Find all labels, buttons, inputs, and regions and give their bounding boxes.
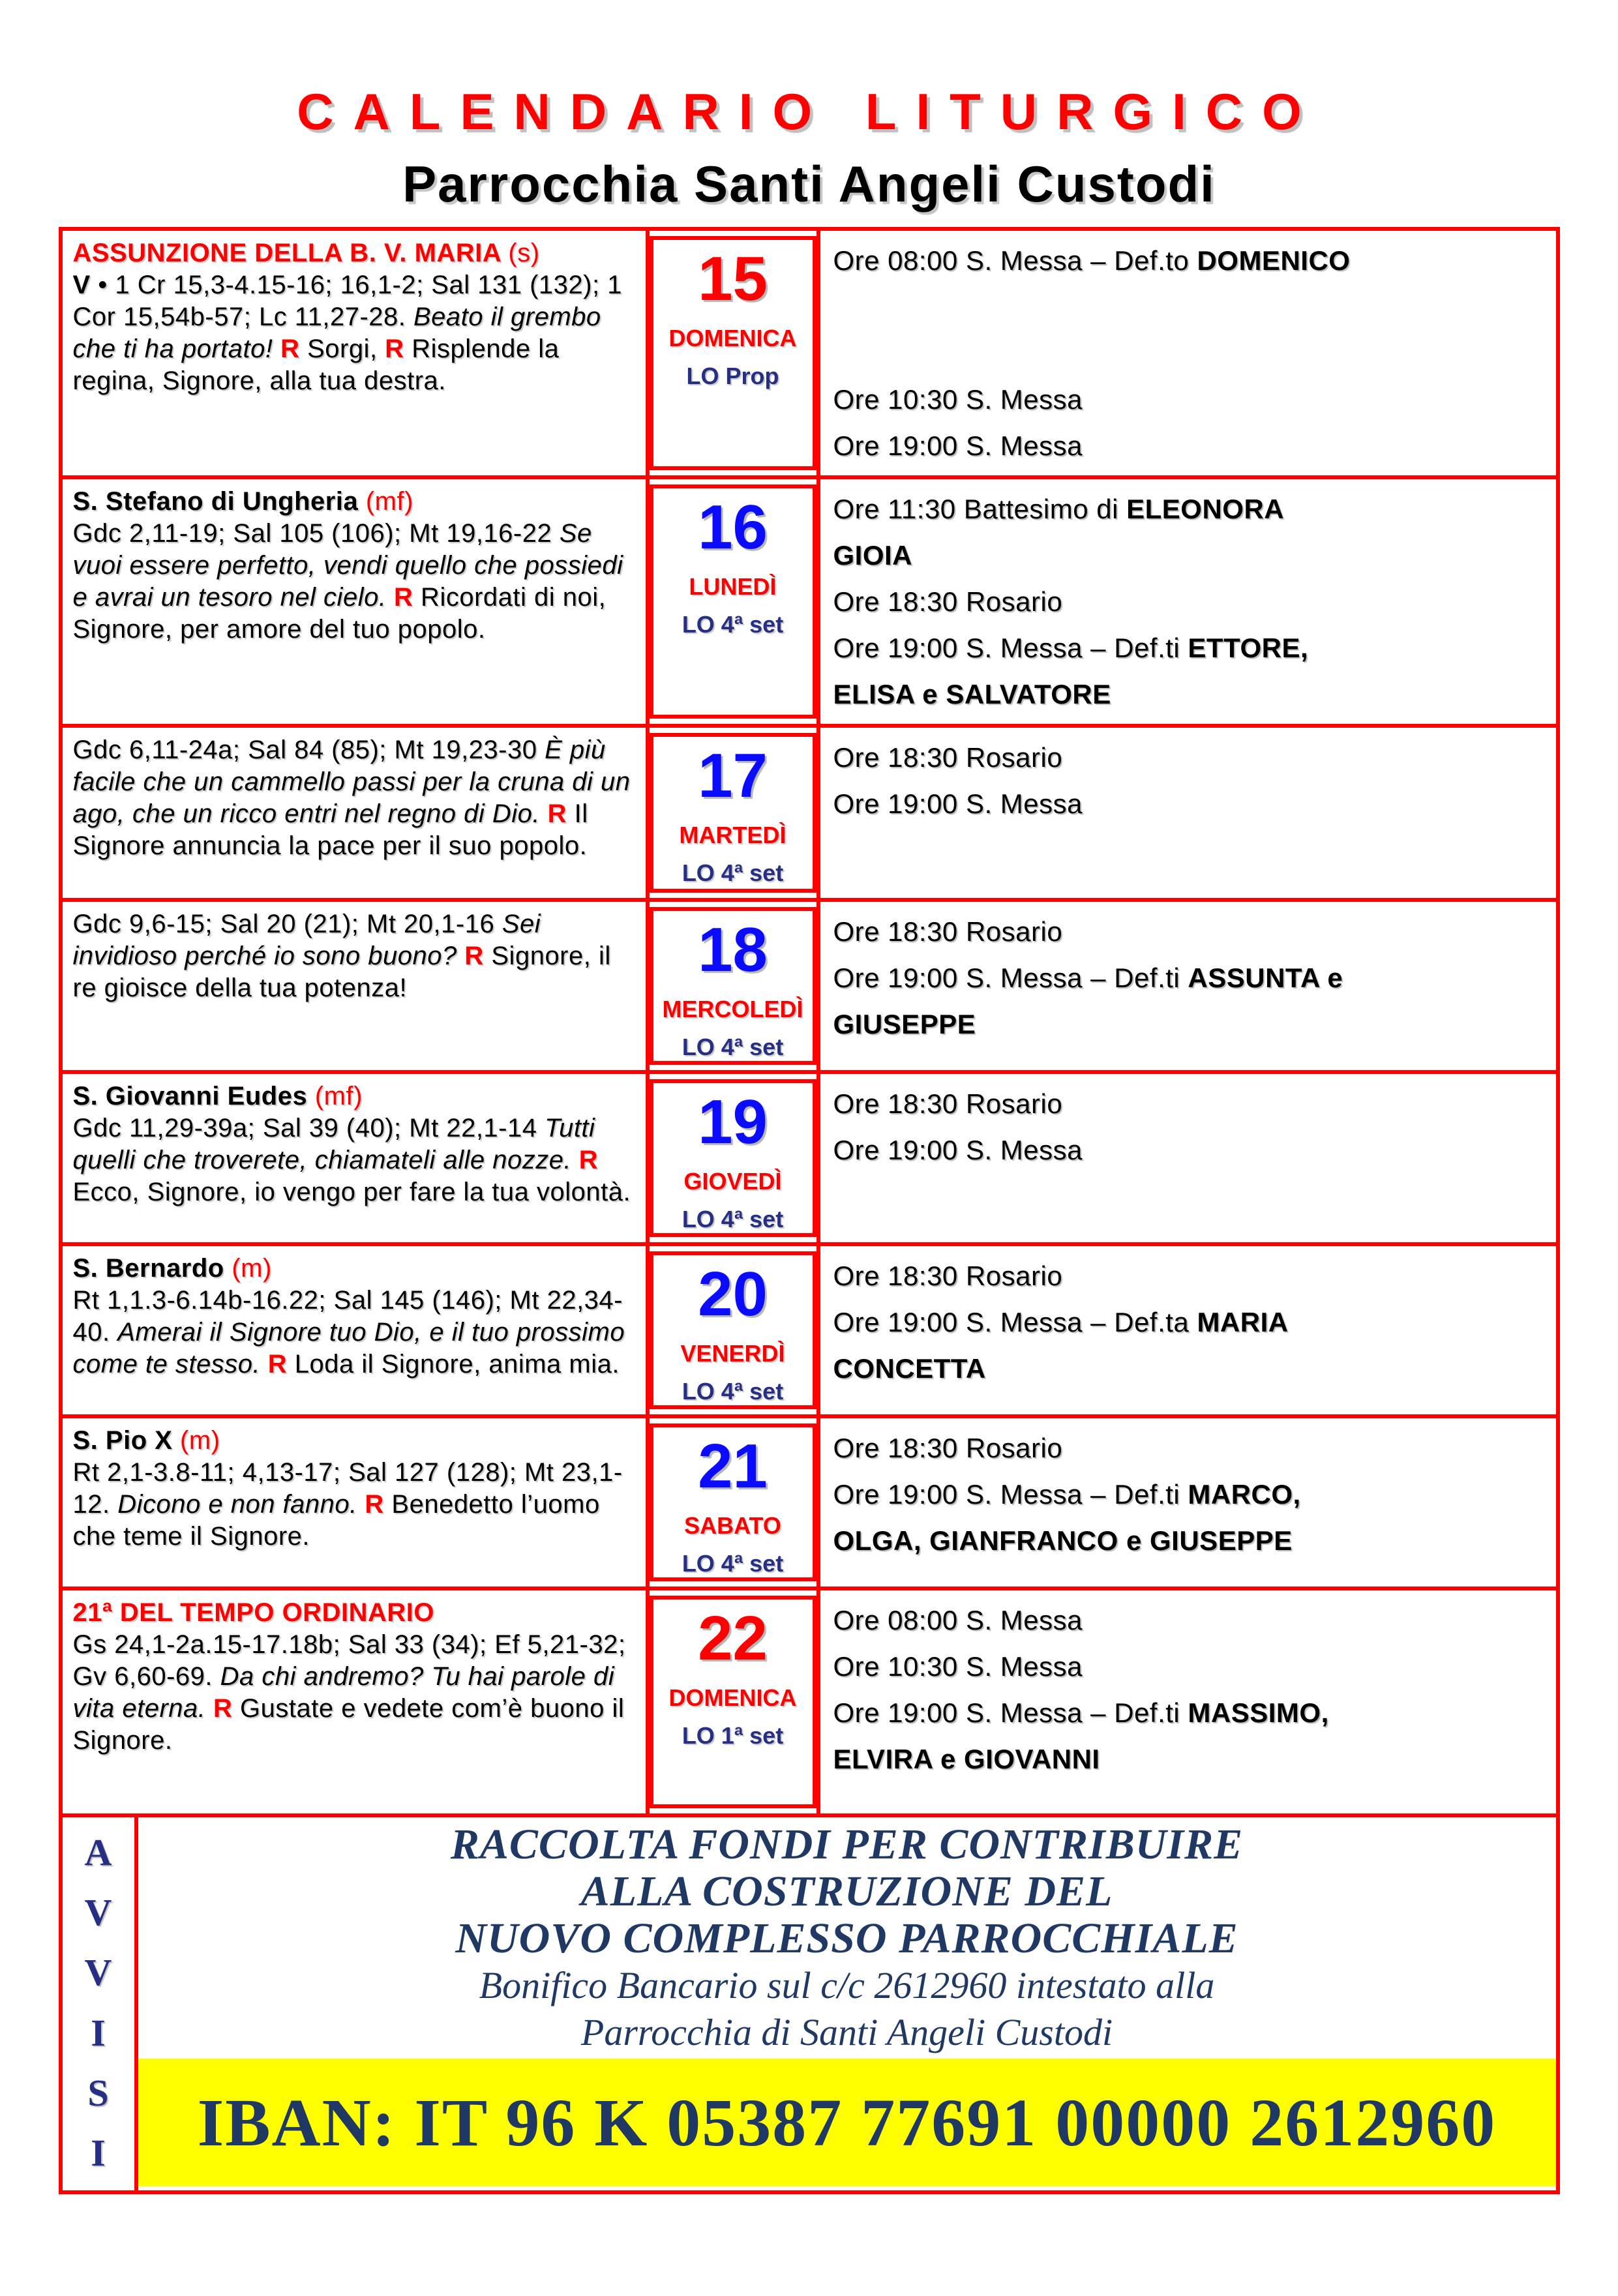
day-lo-label: LO 4ª set	[682, 859, 784, 886]
text-segment: R	[365, 1490, 384, 1519]
text-segment: Il Signore annuncia la pace per il suo popolo.	[72, 799, 588, 860]
text-segment: (mf)	[314, 1082, 363, 1111]
event-line	[833, 376, 1544, 423]
text-segment: MARCO,	[1188, 1479, 1301, 1510]
event-line	[833, 1253, 1544, 1299]
text-segment: CONCETTA	[833, 1353, 986, 1384]
calendar	[59, 227, 1560, 1813]
readings-text	[73, 908, 635, 1004]
avvisi-letter: A	[84, 1831, 112, 1873]
text-segment: Ore 19:00 S. Messa – Def.ti	[833, 1697, 1188, 1728]
text-segment: Gustate e vedete com’è buono il Signore.	[72, 1694, 625, 1755]
day-lo-label: LO 4ª set	[682, 611, 784, 638]
day-weekday: LUNEDÌ	[689, 573, 777, 600]
iban-highlight	[138, 2059, 1556, 2186]
event-line	[833, 1471, 1544, 1517]
text-segment: Loda il Signore, anima mia.	[287, 1350, 620, 1379]
text-segment: Sorgi,	[299, 335, 385, 363]
day-weekday: MERCOLEDÌ	[662, 996, 803, 1022]
text-segment: Dicono e non fanno.	[117, 1490, 365, 1519]
text-segment: Sei invidioso perché io sono buono?	[72, 910, 541, 970]
readings-text	[73, 269, 635, 397]
calendar-row	[63, 1070, 1556, 1242]
readings-text	[73, 734, 635, 862]
feast-title	[73, 1425, 635, 1457]
day-box	[650, 907, 816, 1065]
day-number: 15	[698, 244, 768, 314]
text-segment: Risplende la regina, Signore, alla tua destra.	[72, 335, 560, 395]
day-number: 22	[698, 1603, 768, 1673]
event-line	[833, 486, 1544, 532]
event-line	[833, 1081, 1544, 1127]
feast-title	[73, 486, 635, 518]
day-cell	[650, 1074, 820, 1242]
feast-title	[73, 1597, 635, 1629]
day-box	[650, 485, 816, 719]
day-cell	[650, 902, 820, 1070]
readings-cell	[63, 902, 650, 1070]
event-line	[833, 1736, 1544, 1782]
text-segment: Ore 19:00 S. Messa – Def.ta	[833, 1307, 1197, 1337]
events-cell	[820, 1418, 1556, 1587]
day-box	[650, 1079, 816, 1237]
day-number: 16	[698, 492, 768, 562]
text-segment: Ore 18:30 Rosario	[833, 586, 1063, 617]
event-line	[833, 237, 1544, 284]
text-segment: Amerai il Signore tuo Dio, e il tuo prossimo come te stesso.	[72, 1318, 625, 1379]
day-number: 17	[698, 741, 768, 811]
calendar-row	[63, 898, 1556, 1070]
readings-cell	[63, 1418, 650, 1587]
day-box	[650, 733, 816, 893]
text-segment: ETTORE,	[1188, 633, 1309, 663]
readings-text	[73, 1629, 635, 1757]
avvisi-letter: I	[91, 2131, 106, 2174]
text-segment: (s)	[508, 239, 540, 267]
readings-cell	[63, 479, 650, 724]
day-lo-label: LO 4ª set	[682, 1378, 784, 1405]
event-line	[833, 532, 1544, 578]
readings-text	[73, 1285, 635, 1380]
avvisi-vertical-label	[63, 1817, 138, 2190]
text-segment: V	[72, 271, 91, 299]
page-content	[59, 0, 1560, 2194]
readings-cell	[63, 1590, 650, 1813]
text-segment: Tutti quelli che troverete, chiamateli alle nozze.	[72, 1114, 595, 1174]
text-segment: Ore 19:00 S. Messa – Def.ti	[833, 962, 1188, 993]
text-segment: Ore 19:00 S. Messa	[833, 788, 1083, 819]
avvisi-letter: S	[87, 2071, 109, 2114]
text-segment: Gs 24,1-2a.15-17.18b; Sal 33 (34); Ef 5,21-32; Gv 6,60-69.	[72, 1630, 626, 1691]
readings-cell	[63, 1246, 650, 1414]
text-segment: Gdc 2,11-19; Sal 105 (106); Mt 19,16-22	[72, 519, 560, 548]
text-segment: MARIA	[1197, 1307, 1289, 1337]
text-segment: 21ª DEL TEMPO ORDINARIO	[72, 1598, 435, 1627]
text-segment: Ore 19:00 S. Messa – Def.ti	[833, 1479, 1188, 1510]
day-number: 21	[698, 1431, 768, 1501]
day-box	[650, 1424, 816, 1581]
event-line	[833, 1425, 1544, 1471]
text-segment: ELVIRA e GIOVANNI	[833, 1744, 1100, 1774]
event-line	[833, 671, 1544, 717]
text-segment: R	[394, 583, 413, 612]
avvisi-letter: V	[84, 1891, 112, 1934]
avvisi-letter: I	[91, 2011, 106, 2054]
calendar-row	[63, 724, 1556, 898]
day-cell	[650, 728, 820, 898]
page-title: CALENDARIO LITURGICO	[297, 83, 1321, 140]
announcements	[138, 1817, 1556, 2190]
text-segment: Ore 08:00 S. Messa – Def.to	[833, 245, 1197, 276]
text-segment: R	[464, 942, 484, 970]
day-weekday: MARTEDÌ	[679, 822, 787, 848]
text-segment: Se vuoi essere perfetto, vendi quello che possiedi e avrai un tesoro nel cielo.	[72, 519, 623, 612]
text-segment: S. Giovanni Eudes	[72, 1082, 315, 1111]
day-number: 19	[698, 1087, 768, 1157]
calendar-row	[63, 1414, 1556, 1587]
avvisi-letter: V	[84, 1951, 112, 1994]
day-lo-label: LO Prop	[686, 363, 779, 389]
text-segment: Gdc 11,29-39a; Sal 39 (40); Mt 22,1-14	[72, 1114, 545, 1142]
day-cell	[650, 231, 820, 475]
text-segment: R	[280, 335, 300, 363]
events-cell	[820, 479, 1556, 724]
text-segment: DOMENICO	[1197, 245, 1351, 276]
text-segment: Ore 19:00 S. Messa – Def.ti	[833, 633, 1188, 663]
feast-title	[73, 237, 635, 269]
day-weekday: DOMENICA	[668, 325, 797, 351]
announcement-line: NUOVO COMPLESSO PARROCCHIALE	[455, 1915, 1238, 1962]
text-segment: • 1 Cr 15,3-4.15-16; 16,1-2; Sal 131 (132); 1 Cor 15,54b-57; Lc 11,27-28.	[72, 271, 622, 331]
announcement-lines	[138, 1817, 1556, 2059]
announcement-line: ALLA COSTRUZIONE DEL	[580, 1868, 1113, 1915]
event-blank-line	[833, 284, 1544, 330]
text-segment: S. Stefano di Ungheria	[72, 487, 366, 516]
text-segment: R	[578, 1146, 599, 1174]
text-segment: Gdc 9,6-15; Sal 20 (21); Mt 20,1-16	[72, 910, 502, 938]
day-number: 20	[698, 1259, 768, 1329]
text-segment: R	[213, 1694, 233, 1723]
text-segment: Ore 18:30 Rosario	[833, 1433, 1063, 1463]
text-segment: Ore 19:00 S. Messa	[833, 430, 1083, 461]
text-segment: Ore 18:30 Rosario	[833, 916, 1063, 947]
iban-text: IBAN: IT 96 K 05387 77691 00000 2612960	[197, 2085, 1497, 2160]
event-line	[833, 1643, 1544, 1690]
text-segment: (mf)	[365, 487, 413, 516]
text-segment: R	[385, 335, 404, 363]
readings-cell	[63, 231, 650, 475]
text-segment: Da chi andremo? Tu hai parole di vita eterna.	[72, 1662, 615, 1723]
calendar-row	[63, 231, 1556, 475]
events-cell	[820, 1246, 1556, 1414]
event-line	[833, 1299, 1544, 1345]
text-segment: Benedetto l’uomo che teme il Signore.	[72, 1490, 600, 1551]
text-segment: Signore, il re gioisce della tua potenza!	[72, 942, 611, 1002]
text-segment: Ore 10:30 S. Messa	[833, 384, 1083, 415]
event-line	[833, 578, 1544, 625]
day-weekday: DOMENICA	[668, 1684, 797, 1711]
event-line	[833, 423, 1544, 469]
text-segment: ASSUNTA e	[1188, 962, 1343, 993]
events-cell	[820, 902, 1556, 1070]
text-segment: Ore 18:30 Rosario	[833, 1088, 1063, 1119]
readings-text	[73, 518, 635, 646]
day-cell	[650, 1590, 820, 1813]
readings-cell	[63, 1074, 650, 1242]
text-segment: GIOIA	[833, 540, 913, 571]
text-segment: Ore 18:30 Rosario	[833, 742, 1063, 773]
event-line	[833, 1001, 1544, 1047]
avvisi-section	[59, 1813, 1560, 2194]
text-segment: Ore 10:30 S. Messa	[833, 1651, 1083, 1682]
calendar-row	[63, 1242, 1556, 1414]
day-cell	[650, 1418, 820, 1587]
day-lo-label: LO 1ª set	[682, 1722, 784, 1749]
day-lo-label: LO 4ª set	[682, 1034, 784, 1060]
day-weekday: GIOVEDÌ	[683, 1168, 782, 1195]
event-line	[833, 908, 1544, 955]
events-cell	[820, 231, 1556, 475]
text-segment: MASSIMO,	[1188, 1697, 1329, 1728]
announcement-line: Parrocchia di Santi Angeli Custodi	[580, 2011, 1113, 2053]
event-line	[833, 1597, 1544, 1643]
calendar-row	[63, 475, 1556, 724]
text-segment: Ecco, Signore, io vengo per fare la tua volontà.	[72, 1178, 631, 1206]
day-box	[650, 1251, 816, 1409]
day-lo-label: LO 4ª set	[682, 1206, 784, 1232]
day-cell	[650, 1246, 820, 1414]
text-segment: ELISA e SALVATORE	[833, 679, 1111, 709]
text-segment: (m)	[232, 1254, 272, 1283]
calendar-row	[63, 1587, 1556, 1813]
text-segment: Ore 11:30 Battesimo di	[833, 494, 1127, 524]
day-weekday: VENERDÌ	[680, 1340, 785, 1367]
text-segment: Ore 08:00 S. Messa	[833, 1605, 1083, 1635]
text-segment: S. Bernardo	[72, 1254, 232, 1283]
announcement-line: Bonifico Bancario sul c/c 2612960 intestato alla	[479, 1964, 1215, 2006]
text-segment: Rt 2,1-3.8-11; 4,13-17; Sal 127 (128); Mt 23,1-12.	[72, 1458, 623, 1519]
event-line	[833, 1345, 1544, 1392]
events-cell	[820, 1590, 1556, 1813]
event-line	[833, 955, 1544, 1001]
day-cell	[650, 479, 820, 724]
day-lo-label: LO 4ª set	[682, 1550, 784, 1577]
day-box	[650, 1596, 816, 1808]
day-box	[650, 236, 816, 470]
text-segment: Beato il grembo che ti ha portato!	[72, 303, 601, 363]
text-segment: È più facile che un cammello passi per la cruna di un ago, che un ricco entri nel regno di Dio.	[72, 736, 631, 828]
events-cell	[820, 1074, 1556, 1242]
text-segment: ASSUNZIONE DELLA B. V. MARIA	[72, 239, 509, 267]
events-cell	[820, 728, 1556, 898]
day-weekday: SABATO	[684, 1512, 781, 1539]
readings-text	[73, 1112, 635, 1208]
readings-text	[73, 1457, 635, 1553]
text-segment: R	[267, 1350, 288, 1379]
text-segment: Ore 18:30 Rosario	[833, 1260, 1063, 1291]
feast-title	[73, 1253, 635, 1285]
text-segment: Rt 1,1.3-6.14b-16.22; Sal 145 (146); Mt 22,34-40.	[72, 1286, 623, 1347]
text-segment: S. Pio X	[72, 1426, 181, 1455]
text-segment: ELEONORA	[1126, 494, 1285, 524]
event-line	[833, 781, 1544, 827]
day-number: 18	[698, 915, 768, 985]
parish-subtitle: Parrocchia Santi Angeli Custodi	[402, 155, 1216, 213]
feast-title	[73, 1081, 635, 1112]
text-segment: R	[547, 799, 567, 828]
event-line	[833, 625, 1544, 671]
event-line	[833, 1690, 1544, 1736]
event-blank-line	[833, 330, 1544, 376]
text-segment: OLGA, GIANFRANCO e GIUSEPPE	[833, 1525, 1293, 1556]
text-segment: Ore 19:00 S. Messa	[833, 1135, 1083, 1165]
text-segment: GIUSEPPE	[833, 1009, 976, 1039]
event-line	[833, 1127, 1544, 1173]
text-segment: Ricordati di noi, Signore, per amore del tuo popolo.	[72, 583, 607, 644]
text-segment: (m)	[180, 1426, 220, 1455]
announcement-line: RACCOLTA FONDI PER CONTRIBUIRE	[450, 1821, 1244, 1868]
readings-cell	[63, 728, 650, 898]
event-line	[833, 734, 1544, 781]
text-segment: Gdc 6,11-24a; Sal 84 (85); Mt 19,23-30	[72, 736, 545, 764]
event-line	[833, 1517, 1544, 1564]
